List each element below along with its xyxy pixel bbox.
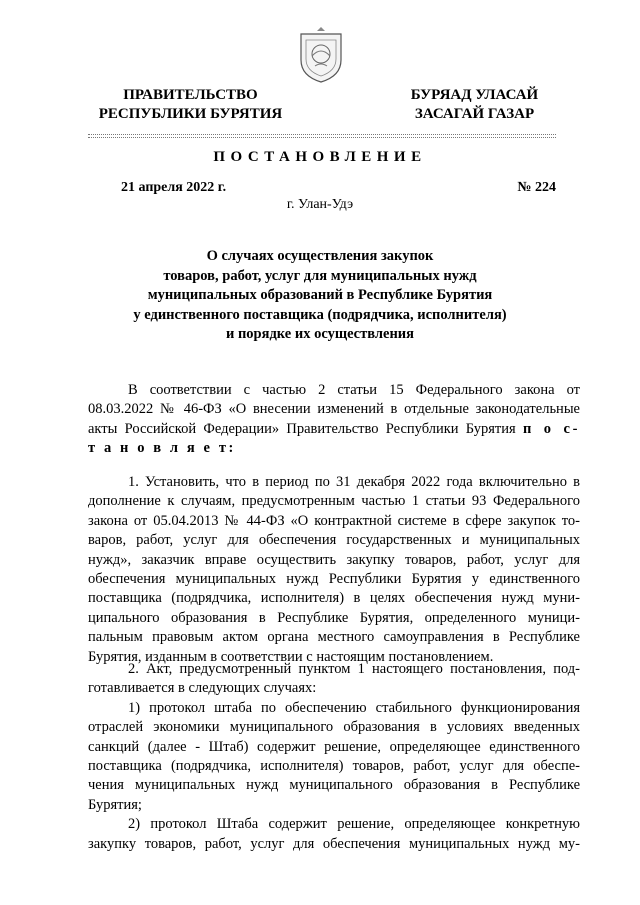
paragraph-2 — [88, 660, 580, 854]
paragraph-1-line: 1. Установить, что в период по 31 декабря 2022 года включительно в — [128, 474, 580, 490]
document-number: № 224 — [517, 180, 556, 195]
subitem-1-line: 1) протокол штаба по обеспечению стабильного функционирования — [128, 699, 580, 716]
coat-of-arms-emblem — [297, 26, 345, 84]
title-line: товаров, работ, услуг для муниципальных нужд — [163, 267, 477, 284]
paragraph-1-line: Бурятия, изданным в соответствии с настоящим постановлением. — [88, 648, 494, 665]
paragraph-1-line: нужд», заказчик вправе осуществить закупку товаров, работ, услуг для — [88, 551, 580, 568]
preamble-line-text: акты Российской Федерации» Правительство Республики Бурятия — [88, 420, 516, 437]
preamble-line-last — [88, 420, 580, 439]
header-right-line-1: БУРЯАД УЛАСАЙ — [410, 87, 539, 103]
title-line: О случаях осуществления закупок — [206, 248, 434, 264]
header-separator-bottom — [88, 137, 556, 138]
title-line: и порядке их осуществления — [225, 326, 415, 343]
paragraph-2-line: 2. Акт, предусмотренный пунктом 1 настоящего постановления, под- — [128, 661, 580, 677]
subitem-1-line: Бурятия; — [88, 796, 142, 813]
header-left-line-2: РЕСПУБЛИКИ БУРЯТИЯ — [98, 106, 283, 122]
subitem-2-line: закупку товаров, работ, услуг для обеспечения муниципальных нужд му- — [88, 835, 580, 852]
paragraph-1 — [88, 473, 580, 667]
subitem-2-line: 2) протокол Штаба содержит решение, определяющее конкретную — [128, 816, 580, 833]
paragraph-1-line: варов, работ, услуг для обеспечения государственных и муниципальных — [88, 532, 580, 549]
preamble-line: 08.03.2022 № 46-ФЗ «О внесении изменений в отдельные законодательные — [88, 401, 580, 418]
header-left-line-1: ПРАВИТЕЛЬСТВО — [123, 87, 258, 103]
title-line: у единственного поставщика (подрядчика, исполнителя) — [133, 306, 507, 323]
subitem-1-line: чения муниципальных нужд муниципального образования в Республике — [88, 777, 580, 794]
subitem-1-line: санкций (далее - Штаб) содержит решение, определяющее единственного — [88, 738, 580, 755]
preamble — [88, 381, 580, 459]
paragraph-1-line: ципального образования в Республике Бурятия, определенного муници- — [88, 609, 580, 626]
preamble-line: В соответствии с частью 2 статьи 15 Федерального закона от — [128, 382, 580, 398]
document-title — [0, 247, 640, 345]
action-word-part1: п о с- — [522, 420, 580, 437]
paragraph-1-line: поставщика (подрядчика, исполнителя) в целях обеспечения нужд муни- — [88, 590, 580, 607]
paragraph-1-line: пальным правовым актом органа местного самоуправления в Республике — [88, 629, 580, 646]
header-right-line-2: ЗАСАГАЙ ГАЗАР — [414, 106, 535, 122]
header-separator-top — [88, 134, 556, 135]
document-date: 21 апреля 2022 г. — [121, 180, 227, 195]
document-type: ПОСТАНОВЛЕНИЕ — [213, 149, 427, 165]
paragraph-1-line: обеспечения муниципальных нужд Республики Бурятия у единственного — [88, 571, 580, 588]
subitem-1-line: отраслей экономики муниципального образования в условиях введенных — [88, 719, 580, 736]
paragraph-2-line: готавливается в следующих случаях: — [88, 680, 317, 697]
title-line: муниципальных образований в Республике Бурятия — [147, 287, 493, 304]
paragraph-1-line: дополнение к случаям, предусмотренным частью 1 статьи 93 Федерального — [88, 493, 580, 510]
paragraph-1-line: закона от 05.04.2013 № 44-ФЗ «О контрактной системе в сфере закупок то- — [88, 512, 580, 529]
header-right — [392, 86, 557, 124]
subitem-1-line: поставщика (подрядчика, исполнителя) товаров, работ, услуг для обеспе- — [88, 758, 580, 775]
header-left — [88, 86, 293, 124]
document-city: г. Улан-Удэ — [286, 197, 354, 212]
action-word-part2: т а н о в л я е т: — [88, 440, 236, 457]
